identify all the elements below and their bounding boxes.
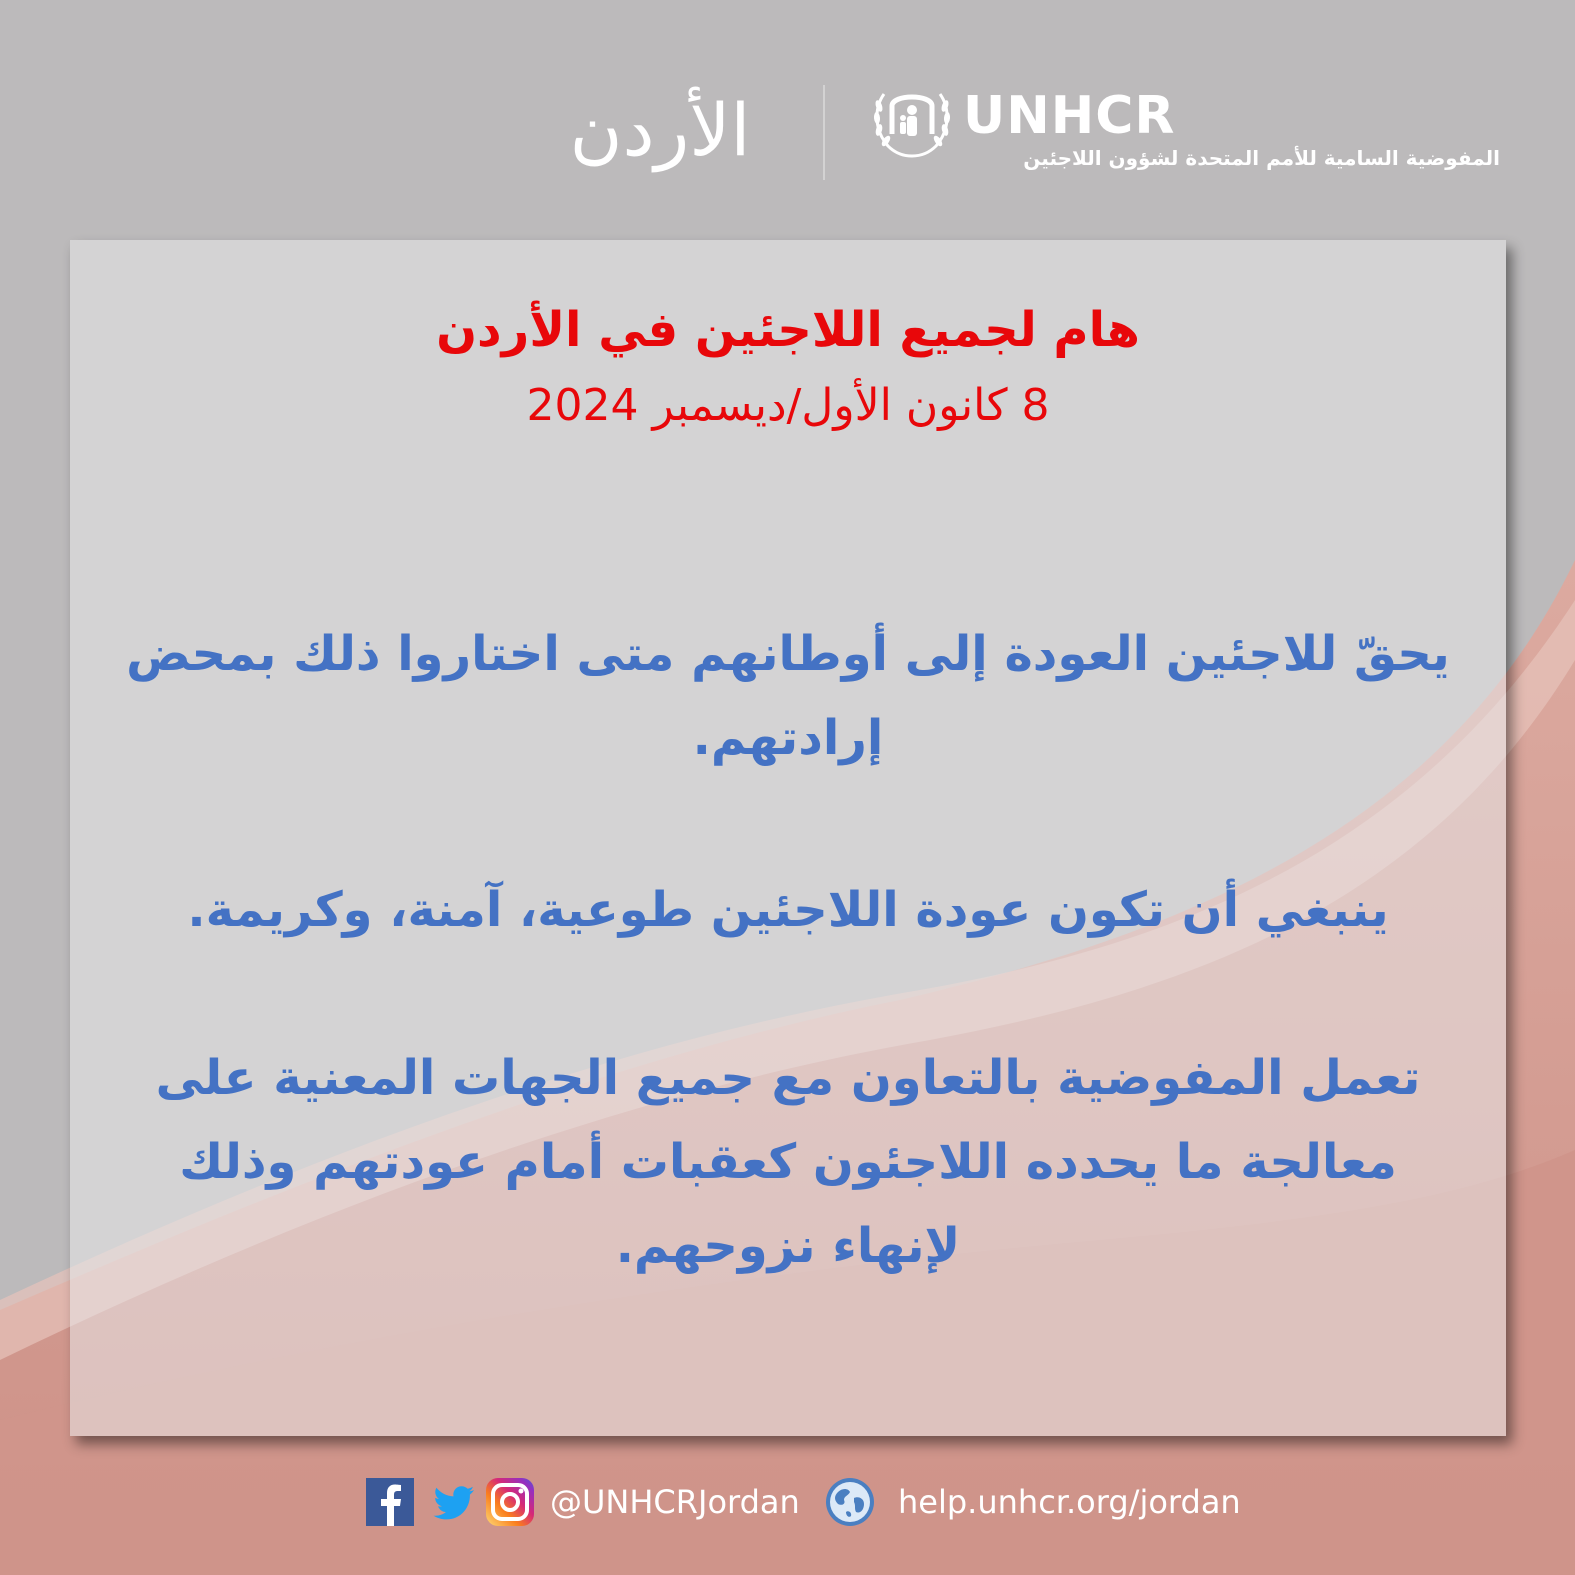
announcement-date: 8 كانون الأول/ديسمبر 2024 — [526, 380, 1050, 431]
footer — [0, 1476, 1575, 1546]
unhcr-logo-text: UNHCR — [963, 86, 1176, 146]
website-link[interactable]: help.unhcr.org/jordan — [898, 1483, 1241, 1521]
globe-icon — [824, 1476, 876, 1528]
unhcr-logo-subtitle: المفوضية السامية للأمم المتحدة لشؤون اللاجئين — [1023, 146, 1500, 170]
social-handle[interactable]: @UNHCRJordan — [550, 1483, 800, 1521]
announcement-paragraph-2: ينبغي أن تكون عودة اللاجئين طوعية، آمنة، وكريمة. — [187, 882, 1389, 938]
header-divider — [823, 85, 825, 180]
facebook-icon[interactable] — [366, 1476, 418, 1528]
announcement-paragraph-3: تعمل المفوضية بالتعاون مع جميع الجهات المعنية على معالجة ما يحدده اللاجئون كعقبات أمام عودتهم وذلك لإنهاء نزوحهم. — [155, 1050, 1421, 1274]
announcement-paragraph-1: يحقّ للاجئين العودة إلى أوطانهم متى اختاروا ذلك بمحض إرادتهم. — [126, 626, 1450, 766]
unhcr-emblem-icon — [870, 84, 954, 160]
header-country-name: الأردن — [569, 88, 751, 172]
twitter-icon[interactable] — [428, 1476, 480, 1528]
announcement-title: هام لجميع اللاجئين في الأردن — [436, 302, 1140, 358]
instagram-icon[interactable] — [484, 1476, 536, 1528]
announcement-card — [70, 240, 1506, 1436]
